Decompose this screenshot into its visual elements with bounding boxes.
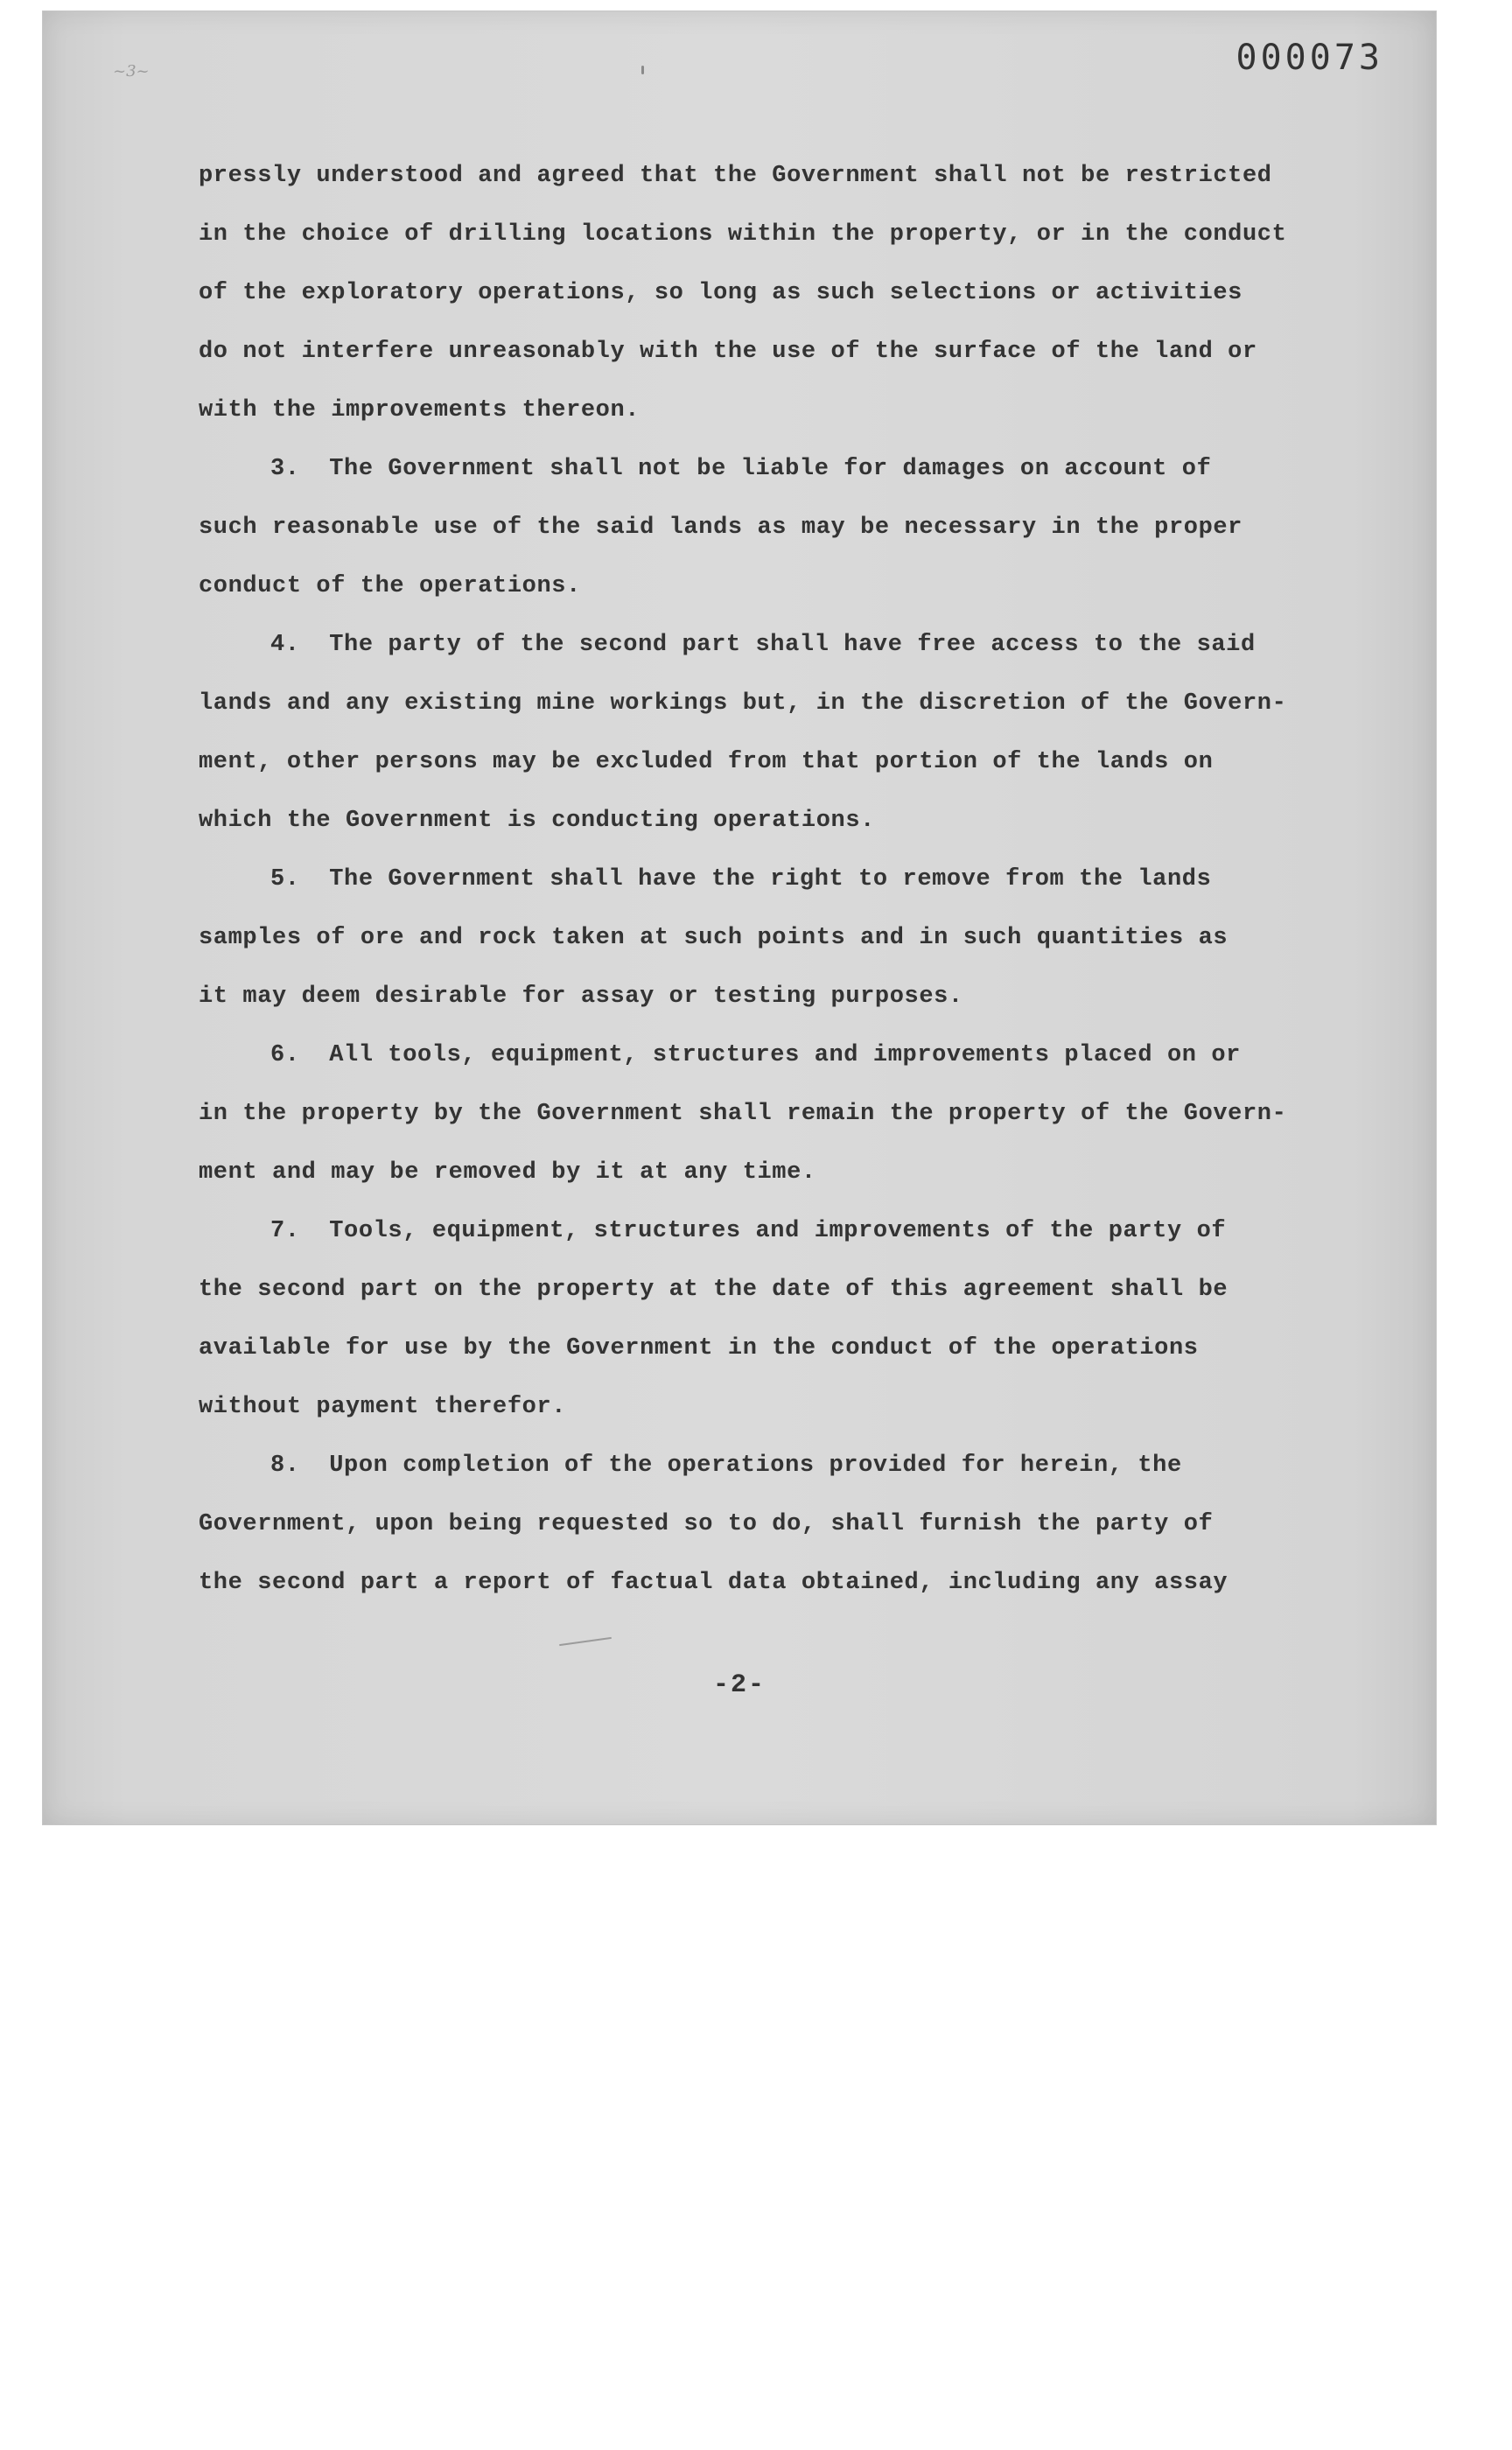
text-line: 5. The Government shall have the right to remove from the lands [270,866,1212,892]
text-line: do not interfere unreasonably with the use of the surface of the land or [199,339,1257,365]
text-line: samples of ore and rock taken at such points and in such quantities as [199,925,1228,951]
document-page [42,10,1437,1825]
text-line: the second part on the property at the date of this agreement shall be [199,1277,1228,1303]
text-line: pressly understood and agreed that the Government shall not be restricted [199,163,1272,189]
text-line: ment, other persons may be excluded from that portion of the lands on [199,749,1214,775]
text-line: 6. All tools, equipment, structures and improvements placed on or [270,1042,1241,1068]
document-number: 000073 [1236,38,1383,78]
body-text [199,147,1336,1613]
text-line: in the choice of drilling locations within the property, or in the conduct [199,221,1287,248]
text-line: in the property by the Government shall remain the property of the Govern- [199,1101,1287,1127]
text-line: 7. Tools, equipment, structures and improvements of the party of [270,1218,1227,1244]
text-line: 4. The party of the second part shall have free access to the said [270,632,1256,658]
text-line: ment and may be removed by it at any time. [199,1159,816,1186]
corner-scribble: ~3~ [113,62,150,80]
text-line: 3. The Government shall not be liable for damages on account of [270,456,1212,482]
stray-ink-mark [641,66,644,74]
pencil-mark [559,1637,612,1646]
text-line: of the exploratory operations, so long as such selections or activities [199,280,1242,306]
page-number: -2- [712,1670,766,1700]
text-line: Government, upon being requested so to do, shall furnish the party of [199,1511,1214,1537]
text-line: available for use by the Government in the conduct of the operations [199,1335,1199,1362]
text-line: without payment therefor. [199,1394,567,1420]
text-line: conduct of the operations. [199,573,581,599]
text-line: 8. Upon completion of the operations provided for herein, the [270,1452,1182,1479]
text-line: lands and any existing mine workings but, in the discretion of the Govern- [199,690,1287,717]
text-line: such reasonable use of the said lands as may be necessary in the proper [199,514,1242,541]
text-line: with the improvements thereon. [199,397,640,424]
text-line: the second part a report of factual data obtained, including any assay [199,1570,1228,1596]
text-line: which the Government is conducting operations. [199,808,875,834]
text-line: it may deem desirable for assay or testing purposes. [199,984,963,1010]
